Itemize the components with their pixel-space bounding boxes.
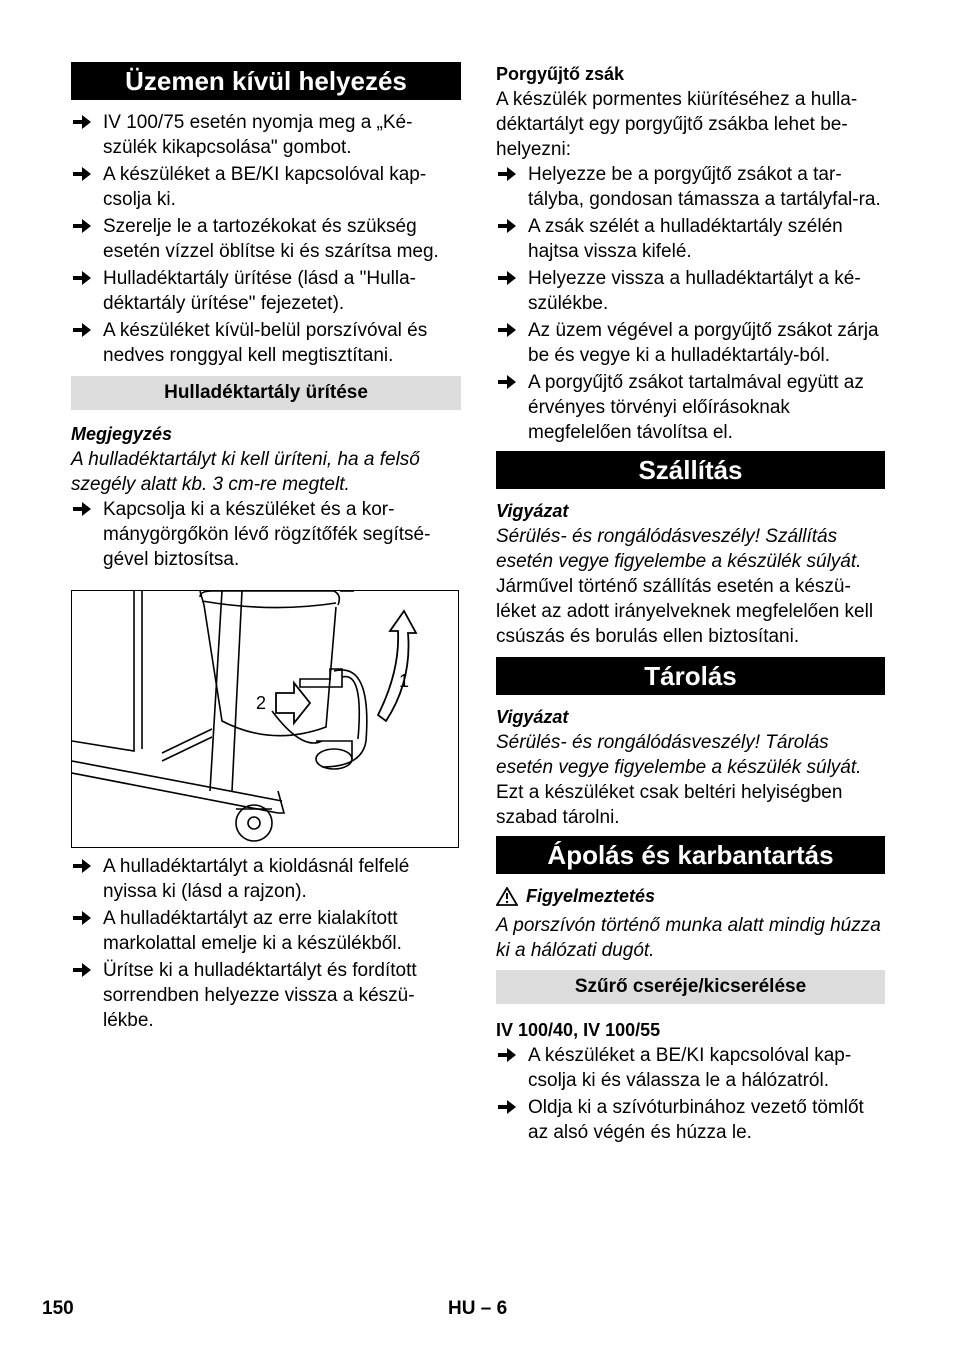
- list-item: [71, 162, 461, 212]
- arrow-right-icon: [498, 271, 516, 285]
- arrow-right-icon: [498, 375, 516, 389]
- pre-figure-list: [71, 497, 461, 572]
- transport-caution-title: Vigyázat: [496, 501, 569, 521]
- container-removal-figure: [71, 590, 459, 848]
- list-item: [496, 1095, 885, 1145]
- filter-list: [496, 1043, 885, 1145]
- arrow-right-icon: [73, 859, 91, 873]
- arrow-right-icon: [73, 502, 91, 516]
- list-item: [71, 318, 461, 368]
- list-item-text: Kapcsolja ki a készüléket és a kor-mánygörgőkön lévő rögzítőfék segítsé-gével biztosítsa.: [103, 499, 431, 570]
- arrow-right-icon: [498, 323, 516, 337]
- warning-triangle-icon: [496, 887, 518, 906]
- list-item: [71, 854, 461, 904]
- transport-text: Járművel történő szállítás esetén a készü-léket az adott irányelveknek megfelelően kell csúszás és borulás ellen biztosítani.: [496, 576, 874, 647]
- list-item-text: A zsák szélét a hulladéktartály szélén hajtsa vissza kifelé.: [528, 216, 843, 262]
- arrow-right-icon: [73, 911, 91, 925]
- list-item-text: IV 100/75 esetén nyomja meg a „Ké-szülék kikapcsolása" gombot.: [103, 112, 413, 158]
- note-title: Megjegyzés: [71, 424, 173, 444]
- shutdown-list: [71, 110, 461, 368]
- vacuum-illustration: [72, 591, 458, 847]
- dust-bag-intro: A készülék pormentes kiürítéséhez a hulla-déktartályt egy porgyűjtő zsákba lehet be-helyezni:: [496, 89, 858, 160]
- section-heading-shutdown: Üzemen kívül helyezés: [71, 62, 461, 100]
- list-item: [71, 497, 461, 572]
- arrow-right-icon: [73, 115, 91, 129]
- list-item-text: A hulladéktartályt az erre kialakított markolattal emelje ki a készülékből.: [103, 908, 402, 954]
- section-heading-storage: Tárolás: [496, 657, 885, 695]
- list-item-text: Helyezze be a porgyűjtő zsákot a tar-tályba, gondosan támassza a tartályfal-ra.: [528, 164, 881, 210]
- section-heading-care: Ápolás és karbantartás: [496, 836, 885, 874]
- figure-label-2: 2: [256, 693, 267, 713]
- arrow-right-icon: [498, 1048, 516, 1062]
- list-item: [496, 1043, 885, 1093]
- list-item: [71, 266, 461, 316]
- dust-bag-title: Porgyűjtő zsák: [496, 64, 625, 84]
- list-item: [71, 906, 461, 956]
- arrow-right-icon: [498, 167, 516, 181]
- list-item-text: A készüléket kívül-belül porszívóval és nedves ronggyal kell megtisztítani.: [103, 320, 428, 366]
- arrow-right-icon: [73, 271, 91, 285]
- arrow-right-icon: [498, 219, 516, 233]
- list-item-text: A készüléket a BE/KI kapcsolóval kap-csolja ki.: [103, 164, 427, 210]
- arrow-2-icon: [276, 683, 310, 723]
- language-page-label: HU – 6: [448, 1298, 508, 1319]
- list-item-text: Ürítse ki a hulladéktartályt és fordított sorrendben helyezze vissza a készü-lékbe.: [103, 960, 417, 1031]
- list-item-text: A készüléket a BE/KI kapcsolóval kap-csolja ki és válassza le a hálózatról.: [528, 1045, 852, 1091]
- section-heading-empty-container: Hulladéktartály ürítése: [71, 376, 461, 410]
- arrow-right-icon: [73, 219, 91, 233]
- section-heading-filter: Szűrő cseréje/kicserélése: [496, 970, 885, 1004]
- list-item: [496, 214, 885, 264]
- models-title: IV 100/40, IV 100/55: [496, 1020, 661, 1040]
- list-item: [496, 318, 885, 368]
- arrow-right-icon: [498, 1100, 516, 1114]
- list-item-text: Helyezze vissza a hulladéktartályt a ké-szülékbe.: [528, 268, 861, 314]
- storage-text: Ezt a készüléket csak beltéri helyiségben szabad tárolni.: [496, 782, 843, 828]
- arrow-right-icon: [73, 167, 91, 181]
- list-item-text: Az üzem végével a porgyűjtő zsákot zárja be és vegye ki a hulladéktartály-ból.: [528, 320, 879, 366]
- list-item: [71, 958, 461, 1033]
- section-heading-transport: Szállítás: [496, 451, 885, 489]
- list-item: [496, 162, 885, 212]
- arrow-1-icon: [378, 611, 416, 721]
- post-figure-list: [71, 854, 461, 1033]
- left-column: [71, 62, 461, 1035]
- page-number: 150: [42, 1298, 74, 1319]
- list-item-text: Hulladéktartály ürítése (lásd a "Hulla-déktartály ürítése" fejezetet).: [103, 268, 416, 314]
- warning-header: [496, 884, 885, 909]
- list-item-text: A porgyűjtő zsákot tartalmával együtt az érvényes törvényi előírásoknak megfelelően távolítsa el.: [528, 372, 864, 443]
- list-item-text: Szerelje le a tartozékokat és szükség esetén vízzel öblítse ki és szárítsa meg.: [103, 216, 439, 262]
- warning-title: Figyelmeztetés: [526, 886, 656, 906]
- arrow-right-icon: [73, 323, 91, 337]
- storage-caution-text: Sérülés- és rongálódásveszély! Tárolás esetén vegye figyelembe a készülék súlyát.: [496, 732, 862, 778]
- figure-label-1: 1: [399, 671, 410, 691]
- list-item-text: A hulladéktartályt a kioldásnál felfelé nyissa ki (lásd a rajzon).: [103, 856, 410, 902]
- arrow-right-icon: [73, 963, 91, 977]
- list-item: [71, 214, 461, 264]
- right-column: [496, 62, 885, 1147]
- storage-caution-title: Vigyázat: [496, 707, 569, 727]
- dust-bag-list: [496, 162, 885, 445]
- list-item: [496, 266, 885, 316]
- warning-text: A porszívón történő munka alatt mindig húzza ki a hálózati dugót.: [496, 915, 881, 961]
- list-item: [71, 110, 461, 160]
- list-item-text: Oldja ki a szívóturbinához vezető tömlőt az alsó végén és húzza le.: [528, 1097, 864, 1143]
- note-text: A hulladéktartályt ki kell üríteni, ha a felső szegély alatt kb. 3 cm-re megtelt.: [71, 449, 420, 495]
- list-item: [496, 370, 885, 445]
- transport-caution-text: Sérülés- és rongálódásveszély! Szállítás esetén vegye figyelembe a készülék súlyát.: [496, 526, 862, 572]
